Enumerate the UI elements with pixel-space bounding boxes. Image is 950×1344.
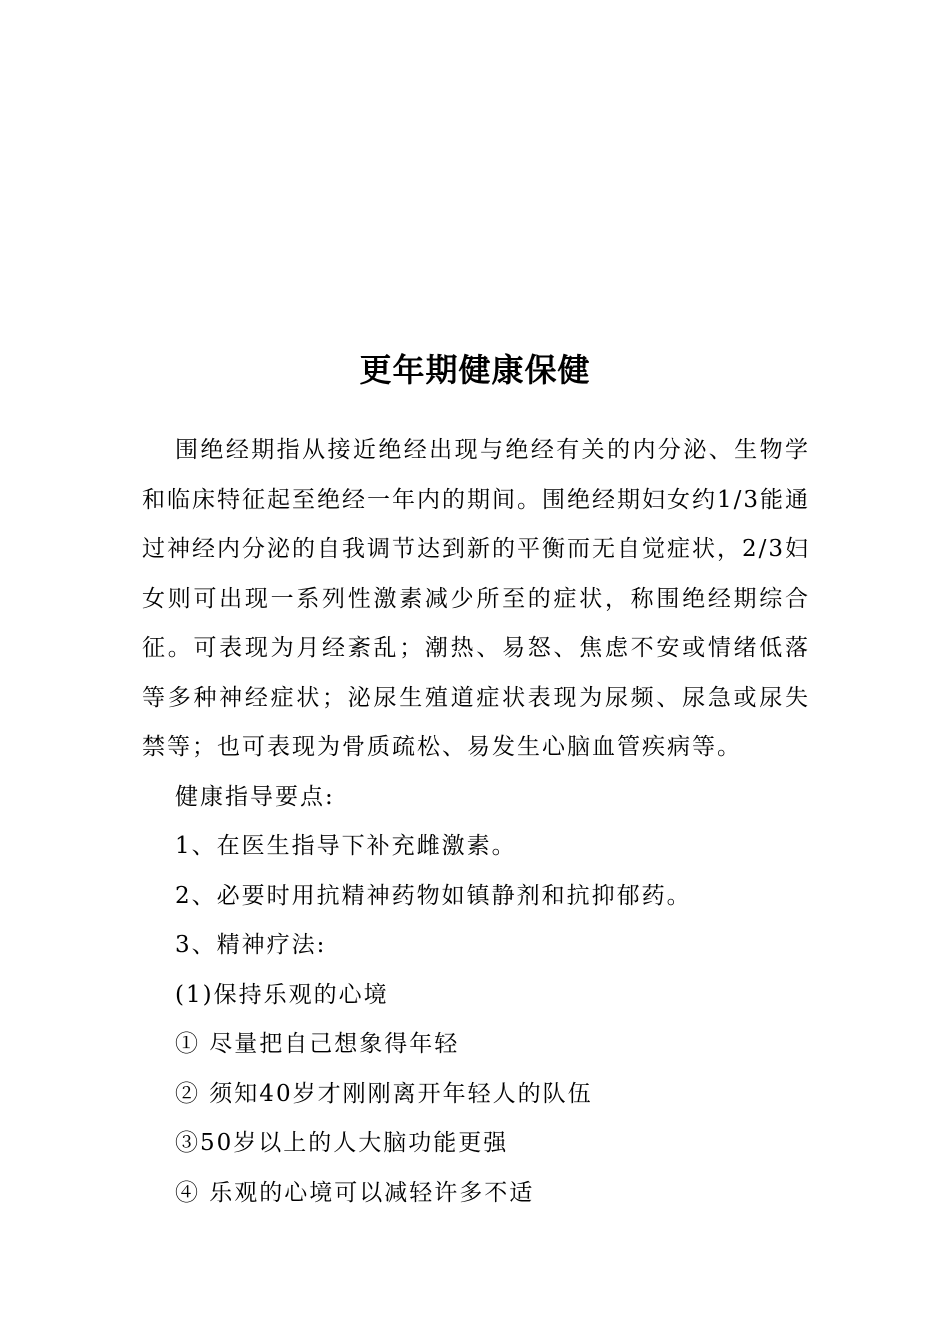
intro-paragraph: 围绝经期指从接近绝经出现与绝经有关的内分泌、生物学和临床特征起至绝经一年内的期间。围绝经期妇女约1/3能通过神经内分泌的自我调节达到新的平衡而无自觉症状，2/3妇女则可出现一系列性激素减少所至的症状，称围绝经期综合征。可表现为月经紊乱；潮热、易怒、焦虑不安或情绪低落等多种神经症状；泌尿生殖道症状表现为尿频、尿急或尿失禁等；也可表现为骨质疏松、易发生心脑血管疾病等。 — [142, 437, 811, 760]
guide-item-1: 1、在医生指导下补充雌激素。 — [175, 833, 517, 859]
point-2: ② 须知40岁才刚刚离开年轻人的队伍 — [175, 1080, 593, 1107]
guide-item-3: 3、精神疗法: — [175, 932, 327, 958]
guide-heading: 健康指导要点: — [175, 783, 335, 810]
point-4: ④ 乐观的心境可以减轻许多不适 — [175, 1179, 535, 1206]
guide-item-2: 2、必要时用抗精神药物如镇静剂和抗抑郁药。 — [175, 882, 692, 909]
point-3: ③50岁以上的人大脑功能更强 — [175, 1130, 509, 1156]
document-body — [142, 426, 810, 1218]
sub-item-1: (1)保持乐观的心境 — [175, 981, 389, 1008]
point-1: ① 尽量把自己想象得年轻 — [175, 1031, 460, 1057]
document-title: 更年期健康保健 — [359, 351, 591, 390]
